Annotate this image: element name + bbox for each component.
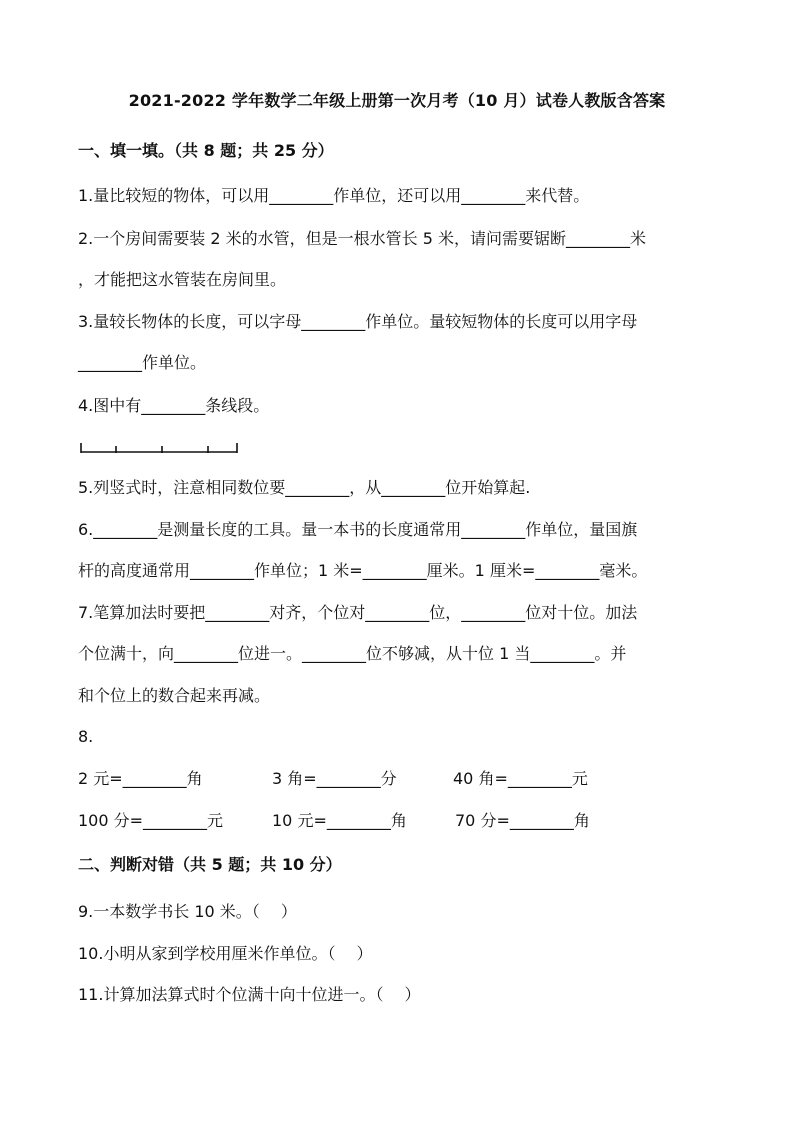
section-heading-fill: 一、填一填。（共 8 题；共 25 分） [78,141,334,160]
question-7-line-1: 7.笔算加法时要把________对齐，个位对________位，________位对十位。加法 [78,603,638,622]
question-6-line-1: 6.________是测量长度的工具。量一本书的长度通常用________作单位，量国旗 [78,520,638,539]
q8-item-jiao-to-yuan: 40 角=________元 [453,769,588,788]
q8-item-fen-to-jiao: 70 分=________角 [455,811,590,830]
question-5: 5.列竖式时，注意相同数位要________，从________位开始算起. [78,478,531,497]
question-10: 10.小明从家到学校用厘米作单位。（ ） [78,944,373,963]
question-9: 9.一本数学书长 10 米。（ ） [78,902,297,921]
line-segment-figure [80,440,238,454]
question-6-line-2: 杆的高度通常用________作单位；1 米=________厘米。1 厘米=________毫米。 [78,561,648,580]
question-7-line-2: 个位满十，向________位进一。________位不够减，从十位 1 当________。并 [78,644,627,663]
question-4: 4.图中有________条线段。 [78,396,270,415]
question-7-line-3: 和个位上的数合起来再减。 [78,686,271,705]
question-1: 1.量比较短的物体，可以用________作单位，还可以用________来代替。 [78,186,590,205]
question-8: 8. [78,727,94,746]
question-3-line-1: 3.量较长物体的长度，可以字母________作单位。量较短物体的长度可以用字母 [78,312,638,331]
q8-item-yuan-to-jiao-2: 10 元=________角 [272,811,407,830]
q8-item-yuan-to-jiao: 2 元=________角 [78,769,203,788]
question-3-line-2: ________作单位。 [78,353,207,372]
q8-item-jiao-to-fen: 3 角=________分 [272,769,397,788]
question-2-line-1: 2.一个房间需要装 2 米的水管，但是一根水管长 5 米，请问需要锯断________米 [78,229,646,248]
section-heading-judge: 二、判断对错（共 5 题；共 10 分） [78,855,342,874]
q8-item-fen-to-yuan: 100 分=________元 [78,811,224,830]
question-11: 11.计算加法算式时个位满十向十位进一。（ ） [78,985,421,1004]
exam-title: 2021-2022 学年数学二年级上册第一次月考（10 月）试卷人教版含答案 [128,91,666,110]
question-2-line-2: ，才能把这水管装在房间里。 [78,270,287,289]
